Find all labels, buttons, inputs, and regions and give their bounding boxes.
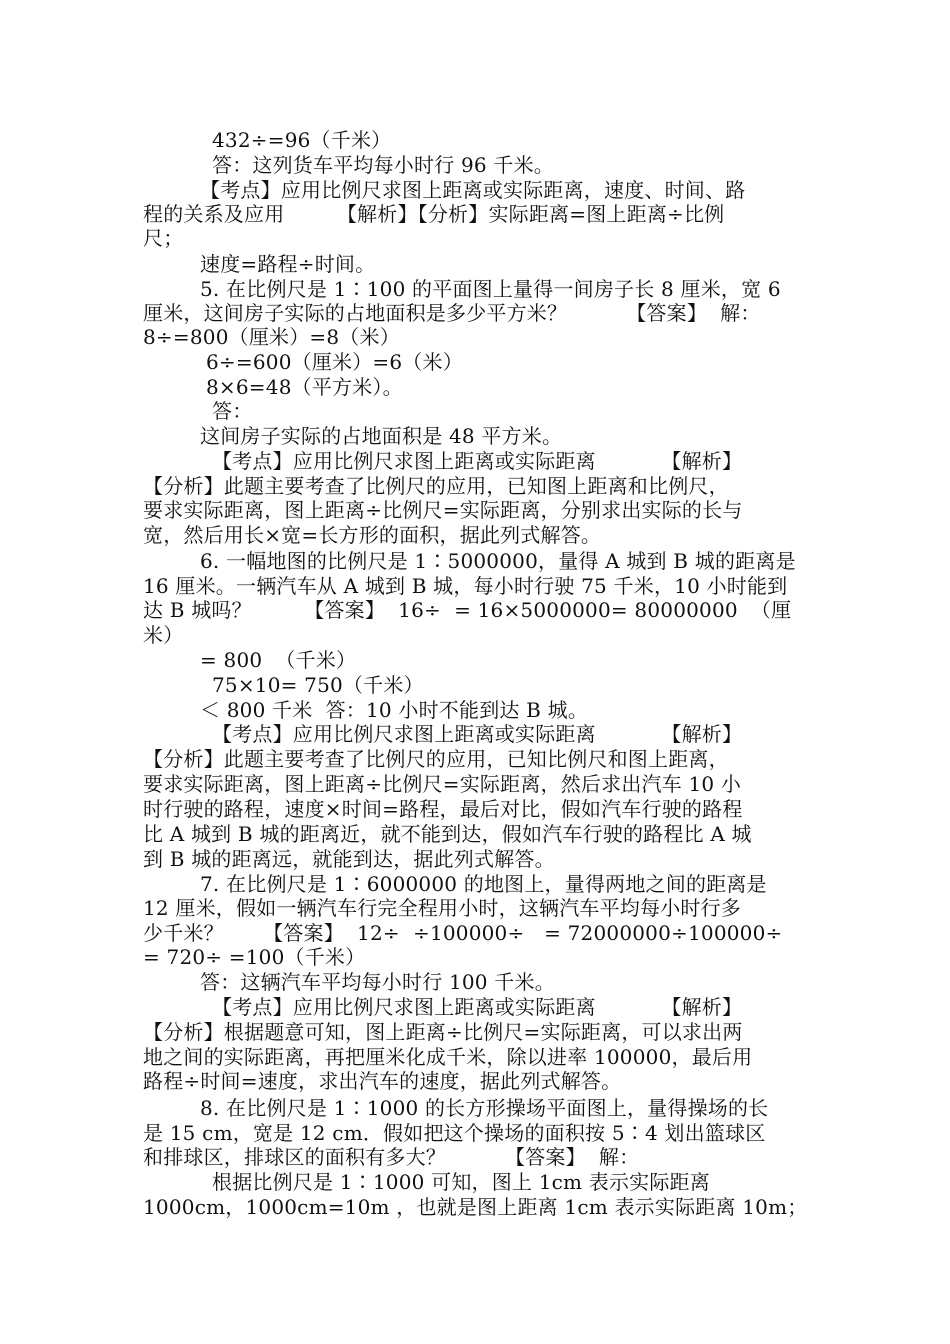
text-line: 米） xyxy=(143,623,184,647)
text-line: 要求实际距离，图上距离÷比例尺=实际距离，分别求出实际的长与 xyxy=(143,498,743,522)
text-line: 少千米？ 【答案】 12÷ ÷100000÷ = 72000000÷100000÷ xyxy=(143,921,783,945)
text-line: ＜ 800 千米 答：10 小时不能到达 B 城。 xyxy=(200,698,589,722)
text-line: 答：这辆汽车平均每小时行 100 千米。 xyxy=(200,970,555,994)
text-line: 【考点】应用比例尺求图上距离或实际距离，速度、时间、路 xyxy=(200,178,746,202)
text-line: 和排球区，排球区的面积有多大？ 【答案】 解： xyxy=(143,1145,640,1169)
text-line: 8÷=800（厘米）=8（米） xyxy=(143,325,400,349)
text-line: 432÷=96（千米） xyxy=(212,128,392,152)
text-line: 到 B 城的距离远，就能到达，据此列式解答。 xyxy=(143,847,555,871)
text-line: 【分析】此题主要考查了比例尺的应用，已知图上距离和比例尺， xyxy=(143,474,729,498)
text-line: 时行驶的路程，速度×时间=路程，最后对比，假如汽车行驶的路程 xyxy=(143,797,743,821)
text-line: 8. 在比例尺是 1∶1000 的长方形操场平面图上，量得操场的长 xyxy=(200,1096,769,1120)
text-line: 尺； xyxy=(143,226,184,250)
text-line: 比 A 城到 B 城的距离近，就不能到达，假如汽车行驶的路程比 A 城 xyxy=(143,822,752,846)
text-line: 这间房子实际的占地面积是 48 平方米。 xyxy=(200,424,563,448)
text-line: 答：这列货车平均每小时行 96 千米。 xyxy=(212,153,554,177)
text-line: 12 厘米，假如一辆汽车行完全程用小时，这辆汽车平均每小时行多 xyxy=(143,896,742,920)
text-line: 达 B 城吗？ 【答案】 16÷ = 16×5000000= 80000000 （厘 xyxy=(143,598,792,622)
text-line: 【考点】应用比例尺求图上距离或实际距离 【解析】 xyxy=(212,449,743,473)
text-line: 路程÷时间=速度，求出汽车的速度，据此列式解答。 xyxy=(143,1069,622,1093)
text-line: 厘米，这间房子实际的占地面积是多少平方米？ 【答案】 解： xyxy=(143,301,761,325)
text-line: 16 厘米。一辆汽车从 A 城到 B 城，每小时行驶 75 千米，10 小时能到 xyxy=(143,574,788,598)
text-line: 75×10= 750（千米） xyxy=(212,673,424,697)
text-line: 【考点】应用比例尺求图上距离或实际距离 【解析】 xyxy=(212,995,743,1019)
text-line: 1000cm，1000cm=10m ，也就是图上距离 1cm 表示实际距离 10m； xyxy=(143,1195,808,1219)
text-line: 地之间的实际距离，再把厘米化成千米，除以进率 100000，最后用 xyxy=(143,1045,753,1069)
text-line: = 720÷ =100（千米） xyxy=(143,945,366,969)
text-line: 要求实际距离，图上距离÷比例尺=实际距离，然后求出汽车 10 小 xyxy=(143,772,742,796)
text-line: 程的关系及应用 【解析】【分析】实际距离=图上距离÷比例 xyxy=(143,202,725,226)
text-line: 【分析】此题主要考查了比例尺的应用，已知比例尺和图上距离， xyxy=(143,747,729,771)
text-line: 5. 在比例尺是 1∶100 的平面图上量得一间房子长 8 厘米，宽 6 xyxy=(200,277,781,301)
text-line: = 800 （千米） xyxy=(200,648,357,672)
text-line: 速度=路程÷时间。 xyxy=(200,252,376,276)
text-line: 【分析】根据题意可知，图上距离÷比例尺=实际距离，可以求出两 xyxy=(143,1020,743,1044)
text-line: 是 15 cm，宽是 12 cm．假如把这个操场的面积按 5∶4 划出篮球区 xyxy=(143,1121,766,1145)
text-line: 根据比例尺是 1∶1000 可知，图上 1cm 表示实际距离 xyxy=(212,1170,710,1194)
text-line: 6. 一幅地图的比例尺是 1∶5000000，量得 A 城到 B 城的距离是 xyxy=(200,549,796,573)
text-line: 宽，然后用长×宽=长方形的面积，据此列式解答。 xyxy=(143,523,602,547)
text-line: 8×6=48（平方米）。 xyxy=(206,375,403,399)
text-line: 【考点】应用比例尺求图上距离或实际距离 【解析】 xyxy=(212,722,743,746)
text-line: 答： xyxy=(212,399,253,423)
text-line: 7. 在比例尺是 1∶6000000 的地图上，量得两地之间的距离是 xyxy=(200,872,767,896)
text-line: 6÷=600（厘米）=6（米） xyxy=(206,350,463,374)
